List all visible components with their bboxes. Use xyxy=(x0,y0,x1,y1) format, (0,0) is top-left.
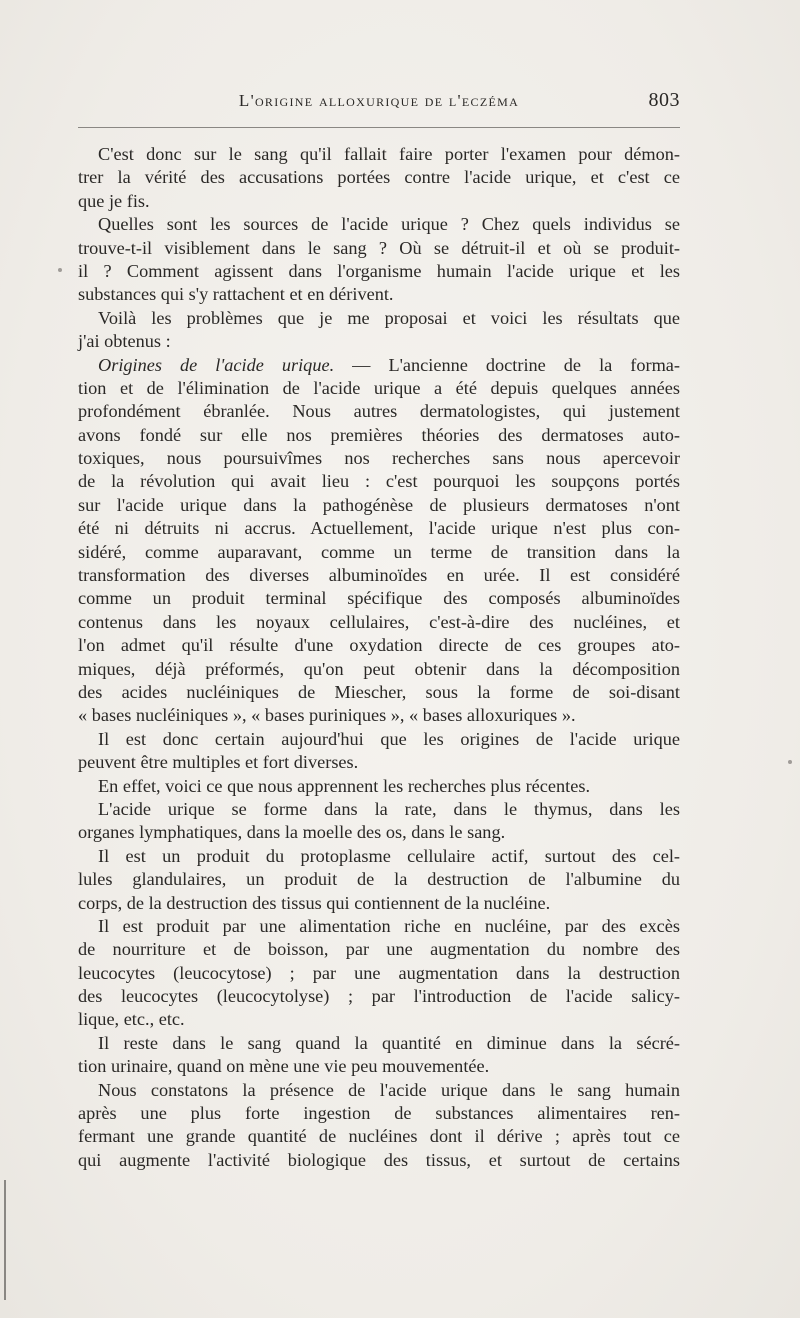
text-line: substances qui s'y rattachent et en dérivent. xyxy=(78,284,394,305)
text-line: Il est un produit du protoplasme cellulaire actif, surtout des cel- xyxy=(98,845,680,866)
running-title: L'origine alloxurique de l'eczéma xyxy=(238,91,520,110)
text-line: peuvent être multiples et fort diverses. xyxy=(78,752,359,773)
section-heading: Origines de l'acide urique. xyxy=(98,354,335,375)
body-text xyxy=(78,143,680,1172)
text-line xyxy=(78,354,680,377)
text-line: des acides nucléiniques de Miescher, sous la forme de soi-disant xyxy=(78,681,680,702)
text-line: « bases nucléiniques », « bases puriniques », « bases alloxuriques ». xyxy=(78,705,576,726)
text-line: miques, déjà préformés, qu'on peut obtenir dans la décomposition xyxy=(78,658,680,679)
text-line: fermant une grande quantité de nucléines dont il dérive ; après tout ce xyxy=(78,1126,680,1147)
text-line: été ni détruits ni accrus. Actuellement, l'acide urique n'est plus con- xyxy=(78,518,680,539)
text-line: que je fis. xyxy=(78,190,150,211)
text-line: L'acide urique se forme dans la rate, dans le thymus, dans les xyxy=(98,798,680,819)
binding-edge-mark xyxy=(4,1180,6,1300)
text-line: comme un produit terminal spécifique des composés albuminoïdes xyxy=(78,588,680,609)
text-line: l'on admet qu'il résulte d'une oxydation directe de ces groupes ato- xyxy=(78,635,680,656)
text-line: C'est donc sur le sang qu'il fallait faire porter l'examen pour démon- xyxy=(98,144,680,164)
text-line: avons fondé sur elle nos premières théories des dermatoses auto- xyxy=(78,424,680,445)
text-line: Il est donc certain aujourd'hui que les origines de l'acide urique xyxy=(98,728,680,749)
text-line: tion et de l'élimination de l'acide urique a été depuis quelques années xyxy=(78,377,680,398)
text-line: qui augmente l'activité biologique des tissus, et surtout de certains xyxy=(78,1149,680,1170)
text-line: organes lymphatiques, dans la moelle des os, dans le sang. xyxy=(78,822,506,843)
text-line: Il reste dans le sang quand la quantité en diminue dans la sécré- xyxy=(98,1032,680,1053)
text-line: Quelles sont les sources de l'acide urique ? Chez quels individus se xyxy=(98,214,680,235)
text-line: tion urinaire, quand on mène une vie peu mouvementée. xyxy=(78,1056,490,1077)
text-line: sidéré, comme auparavant, comme un terme de transition dans la xyxy=(78,541,680,562)
text-line: toxiques, nous poursuivîmes nos recherches sans nous apercevoir xyxy=(78,448,680,469)
header-rule xyxy=(78,127,680,128)
text-line: contenus dans les noyaux cellulaires, c'est-à-dire des nucléines, et xyxy=(78,611,680,632)
text-fragment: — L'ancienne doctrine de la forma- xyxy=(334,354,681,375)
text-line: lique, etc., etc. xyxy=(78,1009,185,1030)
text-line: Nous constatons la présence de l'acide urique dans le sang humain xyxy=(98,1079,680,1100)
page-header xyxy=(78,89,680,115)
text-line: En effet, voici ce que nous apprennent les recherches plus récentes. xyxy=(98,775,591,796)
text-line: de nourriture et de boisson, par une augmentation du nombre des xyxy=(78,939,680,960)
text-line: Il est produit par une alimentation riche en nucléine, par des excès xyxy=(98,915,680,936)
margin-speck xyxy=(58,268,62,272)
page-number: 803 xyxy=(648,89,680,111)
text-line: trer la vérité des accusations portées contre l'acide urique, et c'est ce xyxy=(78,167,680,188)
text-line: Voilà les problèmes que je me proposai et voici les résultats que xyxy=(98,307,680,328)
text-line: il ? Comment agissent dans l'organisme humain l'acide urique et les xyxy=(78,260,680,281)
text-line: leucocytes (leucocytose) ; par une augmentation dans la destruction xyxy=(78,962,680,983)
text-line: corps, de la destruction des tissus qui contiennent de la nucléine. xyxy=(78,892,551,913)
text-line: lules glandulaires, un produit de la destruction de l'albumine du xyxy=(78,869,680,890)
text-line: transformation des diverses albuminoïdes en urée. Il est considéré xyxy=(78,565,680,586)
text-line: des leucocytes (leucocytolyse) ; par l'introduction de l'acide salicy- xyxy=(78,986,680,1007)
text-line: après une plus forte ingestion de substances alimentaires ren- xyxy=(78,1103,680,1124)
text-line: de la révolution qui avait lieu : c'est pourquoi les soupçons portés xyxy=(78,471,680,492)
text-line: sur l'acide urique dans la pathogénèse de plusieurs dermatoses n'ont xyxy=(78,494,680,515)
text-line: profondément ébranlée. Nous autres dermatologistes, qui justement xyxy=(78,401,680,422)
text-line: j'ai obtenus : xyxy=(78,331,171,352)
margin-speck xyxy=(788,760,792,764)
text-line: trouve-t-il visiblement dans le sang ? Où se détruit-il et où se produit- xyxy=(78,237,680,258)
